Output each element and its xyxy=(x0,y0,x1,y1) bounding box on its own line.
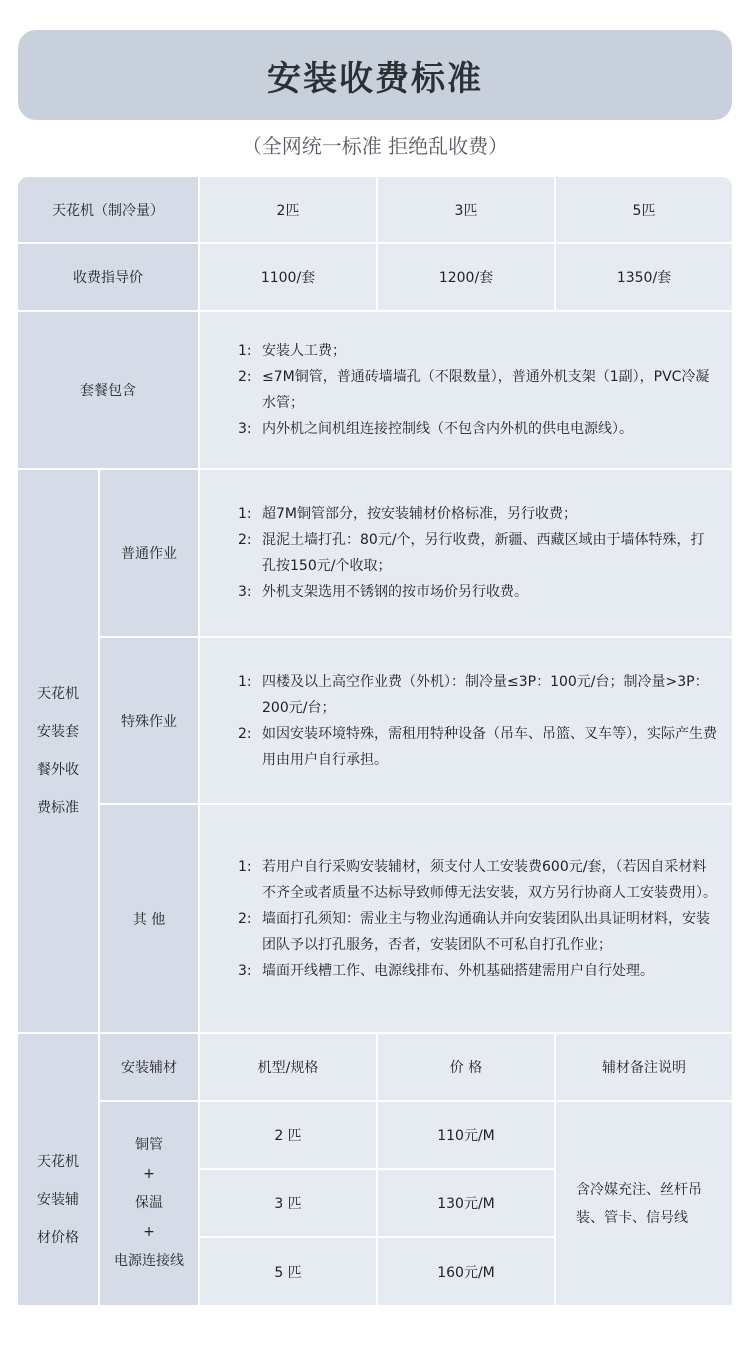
package-content-cell xyxy=(200,312,732,468)
price-cell xyxy=(556,244,732,310)
item-number: 1: xyxy=(238,506,252,522)
spec-value: 3 匹 xyxy=(274,1196,302,1212)
list-item xyxy=(238,501,718,527)
item-text: 若用户自行采购安装辅材，须支付人工安装费600元/套，（若因自采材料不齐全或者质量不达标导致师傅无法安装，双方另行协商人工安装费用）。 xyxy=(262,858,717,901)
item-text: 如因安装环境特殊，需租用特种设备（吊车、吊篮、叉车等），实际产生费用由用户自行承担。 xyxy=(262,725,717,768)
item-number: 2: xyxy=(238,725,252,742)
item-number: 3: xyxy=(238,584,252,600)
materials-header-note: 辅材备注说明 xyxy=(602,1060,686,1076)
price-2p: 1100/套 xyxy=(260,270,316,286)
list-item xyxy=(238,579,718,605)
item-text: 混泥土墙打孔：80元/个，另行收费，新疆、西藏区域由于墙体特殊，打孔按150元/个收取； xyxy=(262,532,705,574)
special-work-label: 特殊作业 xyxy=(121,713,177,730)
materials-header-spec: 机型/规格 xyxy=(257,1060,319,1076)
material-price-cell xyxy=(378,1238,554,1305)
item-text: 四楼及以上高空作业费（外机）：制冷量≤3P：100元/台；制冷量>3P：200元/台； xyxy=(262,673,709,716)
materials-label-line: 材价格 xyxy=(37,1229,79,1246)
price-label-cell xyxy=(18,244,198,310)
list-item xyxy=(238,854,718,906)
normal-work-label-cell xyxy=(100,470,198,636)
materials-header-cell xyxy=(100,1034,198,1100)
spec-cell xyxy=(200,1102,376,1168)
item-text: 外机支架选用不锈钢的按市场价另行收费。 xyxy=(262,584,528,600)
item-text: 超7M铜管部分，按安装辅材价格标准，另行收费； xyxy=(262,506,577,522)
list-item xyxy=(238,669,718,721)
other-list xyxy=(238,854,718,984)
extra-label-line: 餐外收 xyxy=(37,762,79,778)
normal-work-label: 普通作业 xyxy=(121,546,177,562)
item-number: 3: xyxy=(238,962,252,979)
material-price-value: 130元/M xyxy=(437,1196,495,1212)
extra-label-line: 费标准 xyxy=(37,800,79,816)
list-item xyxy=(238,338,718,364)
price-3p: 1200/套 xyxy=(438,270,494,286)
page-subtitle: （全网统一标准 拒绝乱收费） xyxy=(241,134,509,158)
page-title: 安装收费标准 xyxy=(267,58,483,99)
price-label: 收费指导价 xyxy=(73,270,143,286)
item-text: ≤7M铜管，普通砖墙墙孔（不限数量），普通外机支架（1副），PVC冷凝水管； xyxy=(262,369,710,411)
package-list xyxy=(238,338,718,442)
materials-label-line: 安装辅 xyxy=(37,1191,79,1208)
item-number: 1: xyxy=(238,673,252,690)
materials-note-cell xyxy=(556,1102,732,1305)
ac-col-cell xyxy=(200,177,376,242)
material-price-cell xyxy=(378,1102,554,1168)
material-price-value: 160元/M xyxy=(437,1264,495,1281)
materials-label-line: 天花机 xyxy=(37,1153,79,1170)
normal-work-list xyxy=(238,501,718,605)
materials-item-cell xyxy=(100,1102,198,1305)
special-work-content-cell xyxy=(200,638,732,803)
extra-label-cell xyxy=(18,470,98,1032)
list-item xyxy=(238,364,718,416)
materials-note: 含冷媒充注、丝杆吊装、管卡、信号线 xyxy=(576,1181,702,1226)
materials-header-price: 价 格 xyxy=(449,1060,483,1076)
materials-item-line: 电源连接线 xyxy=(114,1253,184,1269)
materials-header-cell xyxy=(200,1034,376,1100)
extra-label-line: 安装套 xyxy=(37,724,79,740)
package-label-cell xyxy=(18,312,198,468)
normal-work-content-cell xyxy=(200,470,732,636)
materials-item-line: + xyxy=(143,1224,155,1240)
ac-col-3p: 3匹 xyxy=(454,202,478,219)
fee-table xyxy=(18,177,732,1305)
spec-cell xyxy=(200,1238,376,1305)
ac-col-cell xyxy=(378,177,554,242)
item-text: 内外机之间机组连接控制线（不包含内外机的供电电源线）。 xyxy=(262,421,633,437)
item-text: 安装人工费； xyxy=(262,343,346,359)
special-work-label-cell xyxy=(100,638,198,803)
list-item xyxy=(238,527,718,579)
ac-col-2p: 2匹 xyxy=(276,202,300,219)
item-number: 1: xyxy=(238,343,252,359)
materials-header-item: 安装辅材 xyxy=(121,1060,177,1076)
item-number: 2: xyxy=(238,369,252,385)
price-cell xyxy=(200,244,376,310)
item-number: 1: xyxy=(238,858,252,875)
materials-header-cell xyxy=(556,1034,732,1100)
materials-label-cell xyxy=(18,1034,98,1305)
materials-header-cell xyxy=(378,1034,554,1100)
item-text: 墙面开线槽工作、电源线排布、外机基础搭建需用户自行处理。 xyxy=(262,962,654,979)
list-item xyxy=(238,721,718,773)
special-work-list xyxy=(238,669,718,773)
price-cell xyxy=(378,244,554,310)
item-number: 2: xyxy=(238,532,252,548)
item-number: 3: xyxy=(238,421,252,437)
materials-item-line: + xyxy=(143,1166,155,1182)
item-number: 2: xyxy=(238,910,252,927)
title-banner xyxy=(18,30,732,120)
material-price-value: 110元/M xyxy=(437,1128,495,1144)
ac-label-cell xyxy=(18,177,198,242)
list-item xyxy=(238,958,718,984)
price-5p: 1350/套 xyxy=(616,270,672,286)
other-content-cell xyxy=(200,805,732,1032)
materials-item-line: 铜管 xyxy=(135,1137,163,1153)
material-price-cell xyxy=(378,1170,554,1236)
other-label-cell xyxy=(100,805,198,1032)
extra-label-line: 天花机 xyxy=(37,686,79,702)
spec-value: 2 匹 xyxy=(274,1128,302,1144)
other-label: 其 他 xyxy=(132,911,166,928)
materials-item-line: 保温 xyxy=(135,1195,163,1211)
list-item xyxy=(238,416,718,442)
ac-label: 天花机（制冷量） xyxy=(52,202,164,219)
item-text: 墙面打孔须知：需业主与物业沟通确认并向安装团队出具证明材料，安装团队予以打孔服务，否者，安装团队不可私自打孔作业； xyxy=(262,910,710,953)
ac-col-cell xyxy=(556,177,732,242)
spec-cell xyxy=(200,1170,376,1236)
ac-col-5p: 5匹 xyxy=(632,202,656,219)
list-item xyxy=(238,906,718,958)
spec-value: 5 匹 xyxy=(274,1264,302,1281)
package-label: 套餐包含 xyxy=(80,383,136,399)
